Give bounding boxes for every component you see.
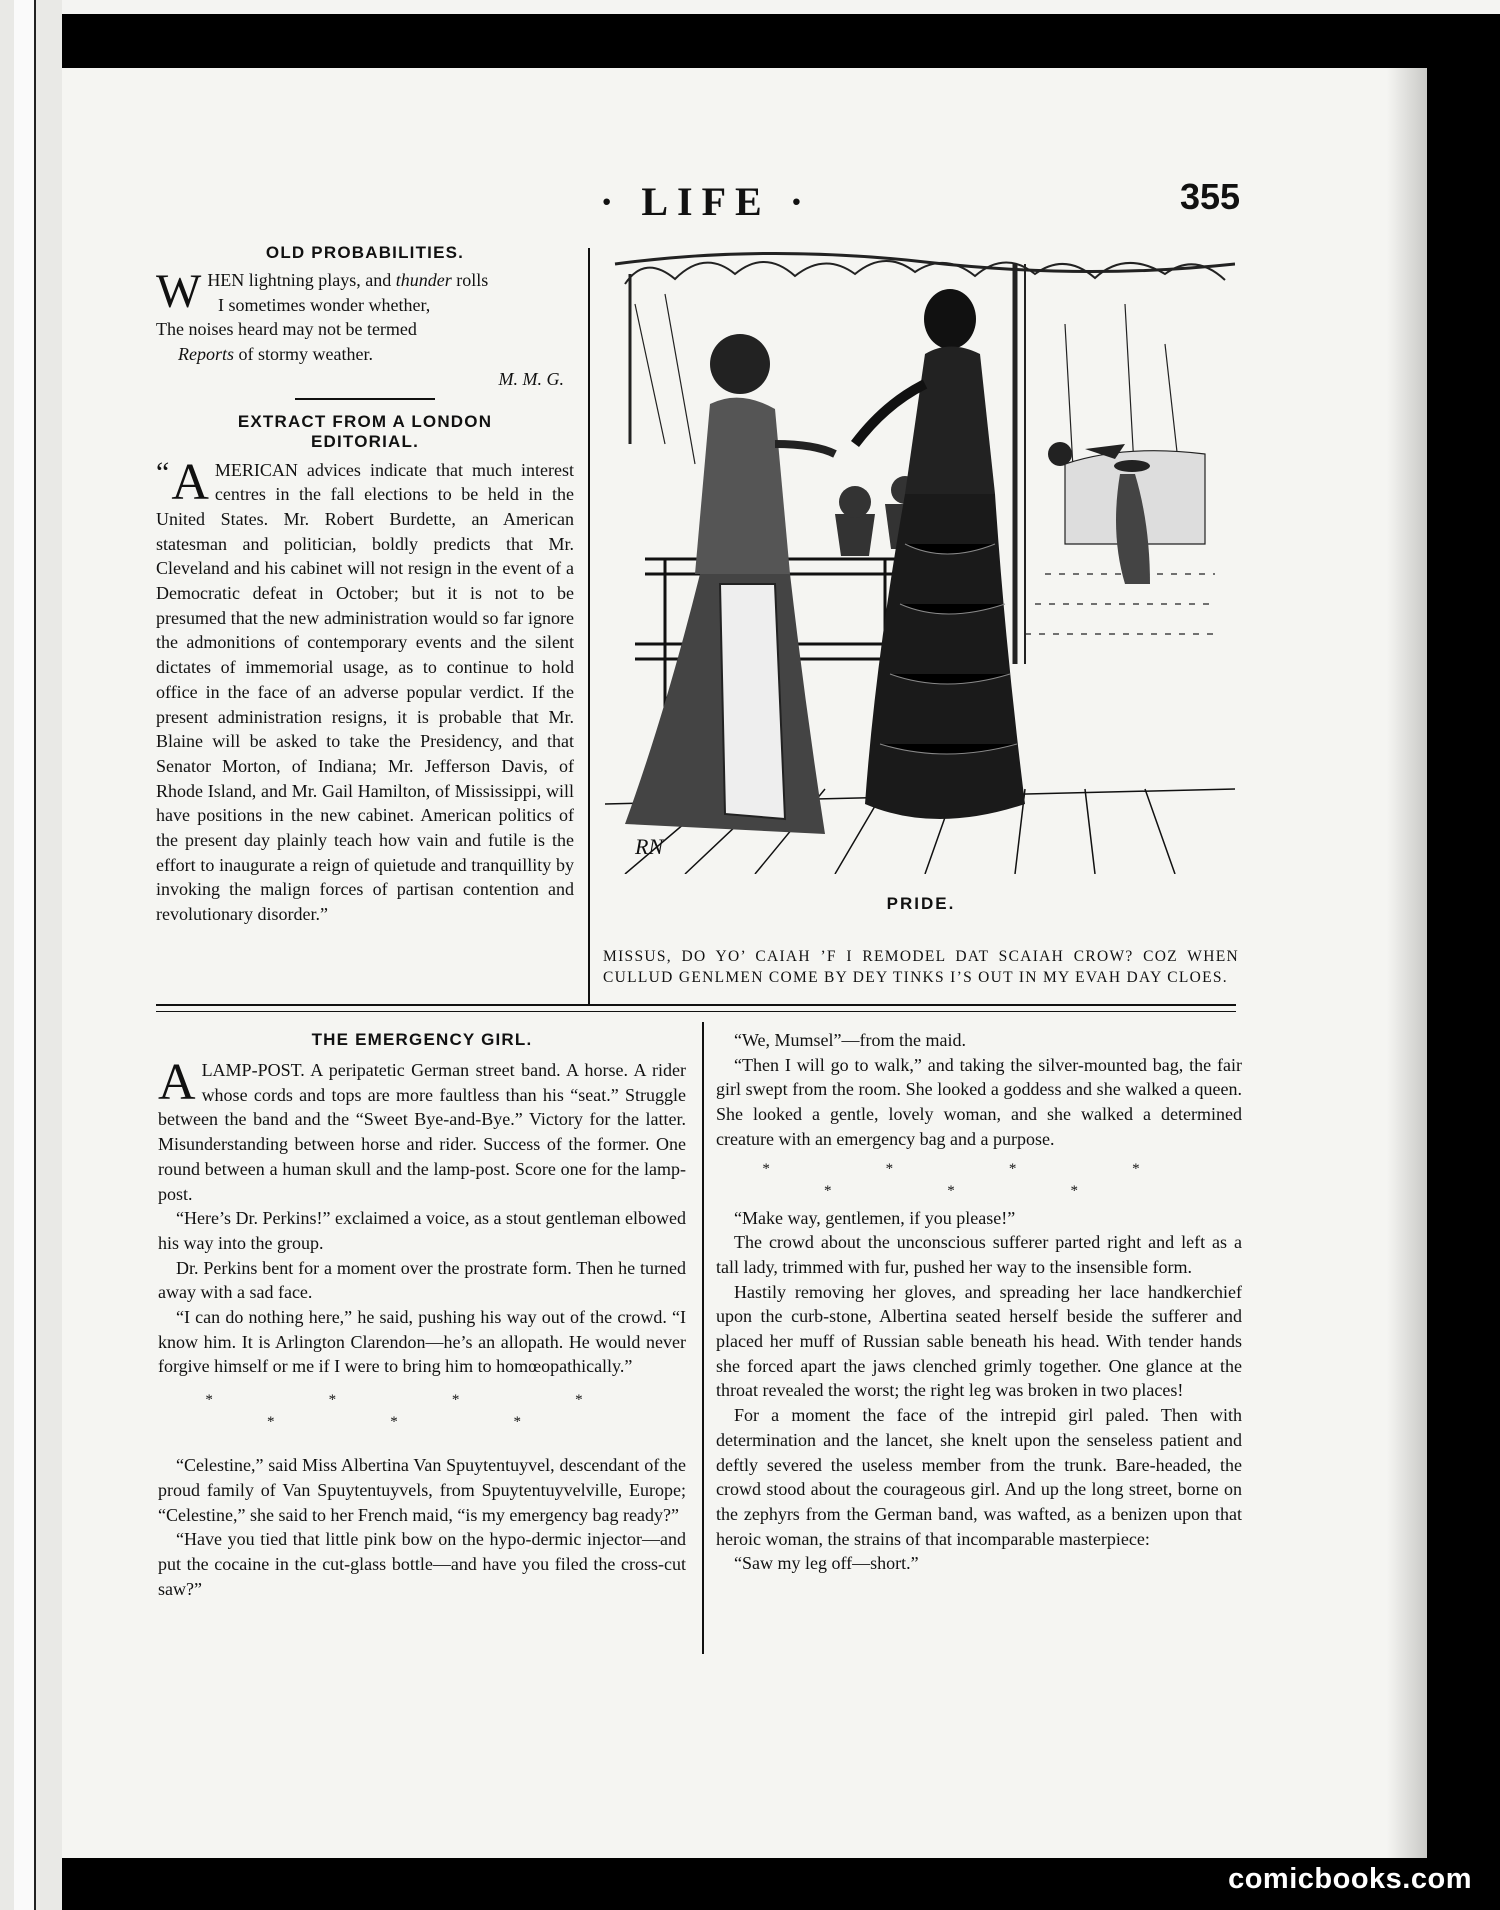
story-paragraph: “Then I will go to walk,” and taking the silver-mounted bag, the fair girl swept from the room. She looked a goddess and she walked a queen. She looked a gentle, lovely woman, and she walked a determined creature with an emergency bag and a purpose. [716, 1054, 1242, 1149]
pride-illustration [605, 244, 1235, 874]
section-divider-bottom [156, 1011, 1236, 1012]
scan-left-edge [0, 0, 62, 1910]
story-paragraph: “Have you tied that little pink bow on the hypo-dermic injector—and put the cocaine in the cut-glass bottle—and have you filed the cross-cut saw?” [158, 1529, 686, 1599]
page-edge-shadow [1387, 68, 1427, 1858]
story-paragraph: Hastily removing her gloves, and spreading her lace handkerchief upon the curb-stone, Albertina seated herself beside the sufferer and placed her muff of Russian sable beneath his head. With tender hands she forced apart the jaws clenched grimly together. One glance at the throat revealed the worst; the right leg was broken in two places! [716, 1281, 1242, 1401]
page-number: 355 [1180, 176, 1241, 217]
left-top-column [156, 243, 574, 927]
page-header-title: · LIFE · [600, 179, 813, 224]
story-paragraph: Dr. Perkins bent for a moment over the prostrate form. Then he turned away with a sad face. [158, 1257, 686, 1303]
story-paragraph: ALAMP-POST. A peripatetic German street band. A horse. A rider whose cords and tops are more faultless than his “seat.” Struggle between the band and the “Sweet Bye-and-Bye.” Victory for the latter. Misunderstanding between horse and rider. Success of the former. One round between a human skull and the lamp-post. Score one for the lamp-post. [158, 1054, 686, 1204]
poem: WHEN lightning plays, and thunder rolls I sometimes wonder whether, The noises heard may not be termed Reports of stormy weather. M. M. G. [156, 268, 574, 392]
story-paragraph: “Here’s Dr. Perkins!” exclaimed a voice, as a stout gentleman elbowed his way into the group. [158, 1208, 686, 1253]
poem-signature: M. M. G. [498, 368, 564, 389]
poem-divider [295, 398, 435, 400]
story-right-column [716, 1028, 1242, 1576]
poem-title: OLD PROBABILITIES. [265, 243, 465, 262]
story-paragraph: “Make way, gentlemen, if you please!” [734, 1207, 1016, 1228]
section-divider-top [156, 1004, 1236, 1006]
extract-dropcap: A [171, 453, 209, 511]
story-paragraph: The crowd about the unconscious sufferer parted right and left as a tall lady, trimmed with fur, pushed her way to the insensible form. [716, 1232, 1242, 1277]
extract-title: EXTRACT FROM A LONDON EDITORIAL. [237, 411, 493, 451]
section-break-stars: * * * * * * * [205, 1392, 639, 1431]
extract-body: “ A MERICAN advices indicate that much interest centres in the fall elections to be held in the United States. Mr. Robert Burdette, an American statesman and politician, boldly predicts that Mr. Cleveland and his cabinet will not resign in the event of a Democratic defeat in October; but it is not to be presumed that the new administration would so far ignore the admonitions of contemporary events and the silent dictates of immemorial usage, as to continue to hold office in the face of an adverse popular verdict. If the present administration resigns, it is probable that Mr. Blaine will be asked to take the Presidency, and that Senator Morton, of Indiana; Mr. Jefferson Davis, of Rhode Island, and Mr. Gail Hamilton, of Mississippi, will have positions in the new cabinet. American politics of the present day plainly teach how vain and futile is the effort to inaugurate a reign of quietude and tranquillity by invoking the malign forces of partisan contention and revolutionary disorder.” [156, 453, 574, 925]
story-left-column [158, 1030, 686, 1601]
cartoon-caption: MISSUS, DO YO’ CAIAH ’F I REMODEL DAT SCAIAH CROW? COZ WHEN CULLUD GENLMEN COME BY DEY TINKS I’S OUT IN MY EVAH DAY CLOES. [603, 948, 1239, 986]
poem-dropcap: W [156, 265, 202, 318]
svg-text:RN: RN [635, 834, 664, 859]
story-paragraph: “Celestine,” said Miss Albertina Van Spuytentuyvel, descendant of the proud family of Van Spuytentuyvels, from Spuytentuyvelville, Europe; “Celestine,” she said to her French maid, “is my emergency bag ready?” [158, 1455, 686, 1525]
story-paragraph: “We, Mumsel”—from the maid. [734, 1030, 966, 1050]
site-watermark: comicbooks.com [1228, 1863, 1472, 1895]
story-column-rule [702, 1022, 704, 1654]
section-break-stars: * * * * * * * [762, 1160, 1196, 1199]
cartoon-title: PRIDE. [886, 894, 956, 913]
story-paragraph: “Saw my leg off—short.” [734, 1553, 919, 1574]
top-column-rule [588, 248, 590, 1004]
story-paragraph: “I can do nothing here,” he said, pushing his way out of the crowd. “I know him. It is Arlington Clarendon—he’s an allopath. He would never forgive himself or me if I were to bring him to homœopathically.” [158, 1307, 686, 1377]
story-left-text [158, 1054, 686, 1379]
story-title: THE EMERGENCY GIRL. [311, 1030, 533, 1049]
scan-top-edge [0, 0, 1500, 14]
story-dropcap: A [158, 1054, 196, 1111]
story-paragraph: For a moment the face of the intrepid girl paled. Then with determination and the lancet, she knelt upon the senseless patient and deftly severed the useless member from the trunk. Bare-headed, the crowd stood about the courageous girl. And up the long street, borne on the zephyrs from the German band, was wafted, as a benizen upon that heroic woman, the strains of that incomparable masterpiece: [716, 1405, 1242, 1549]
